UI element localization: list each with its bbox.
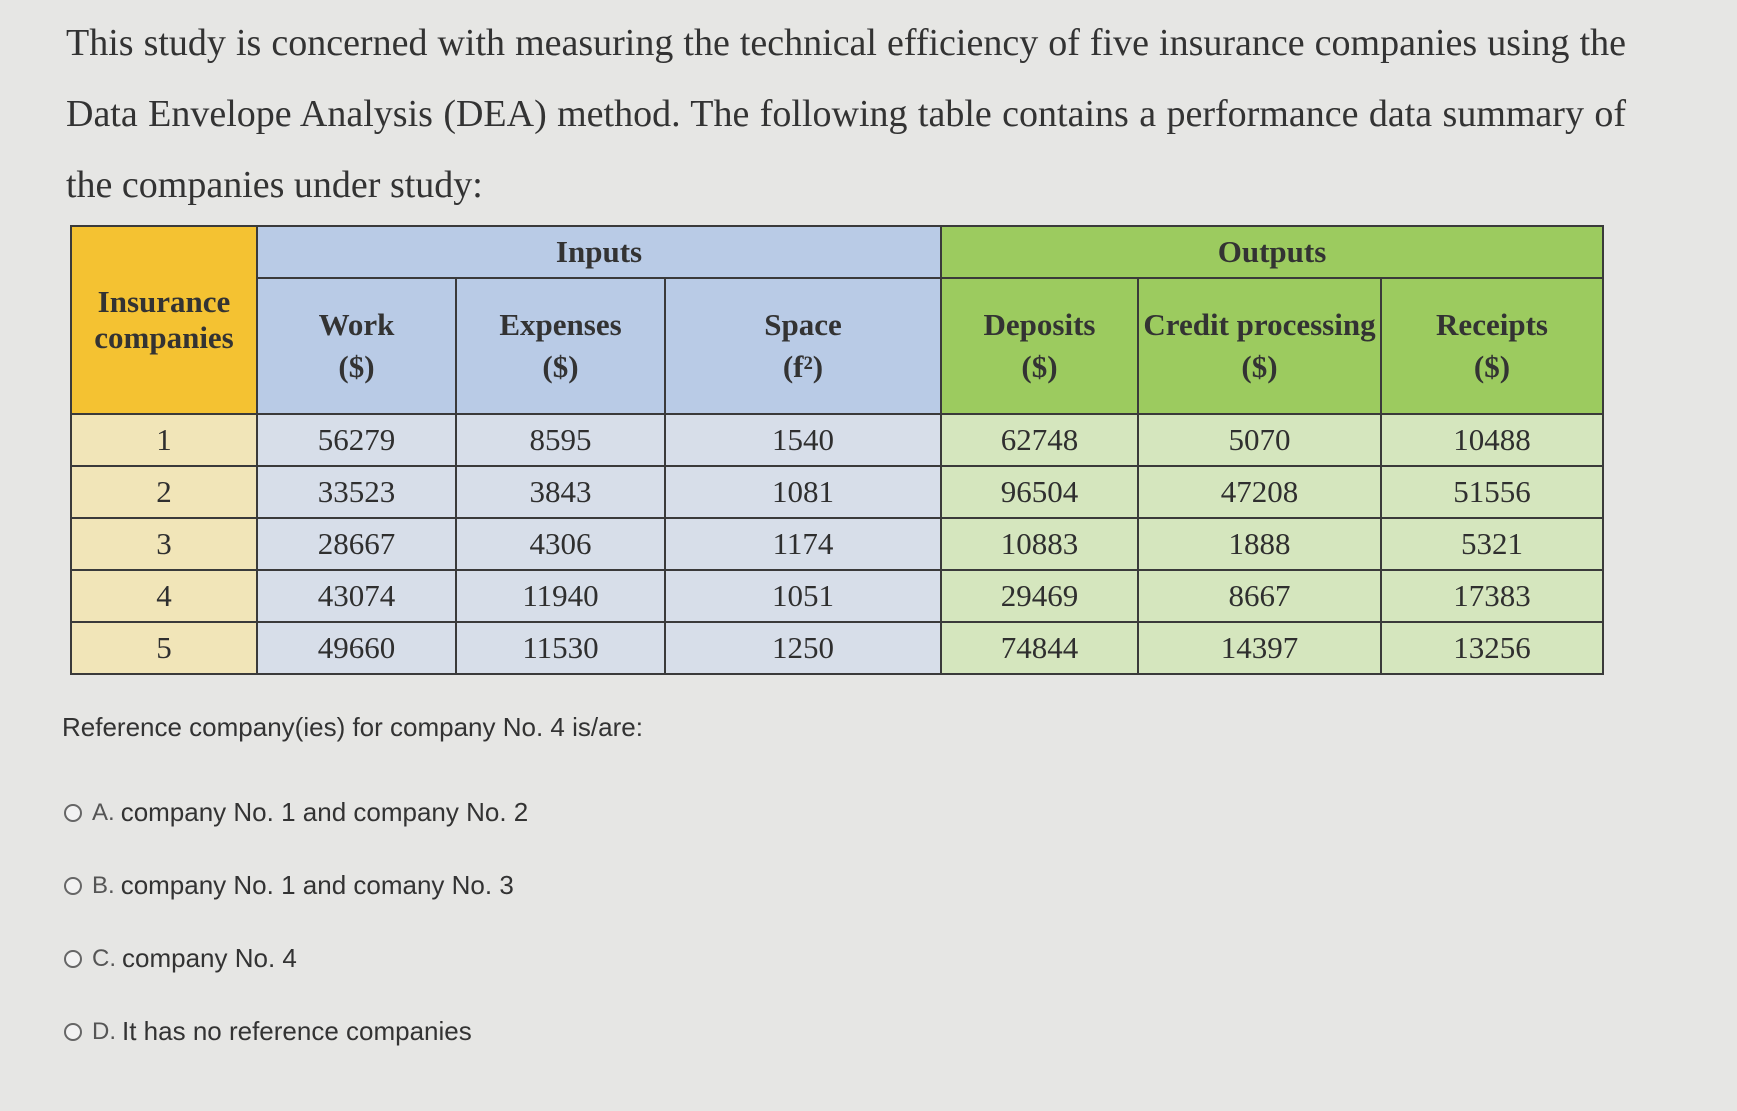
table-row xyxy=(71,414,1603,466)
cell-space: 1081 xyxy=(665,466,941,518)
cell-receipts: 17383 xyxy=(1381,570,1603,622)
cell-work: 28667 xyxy=(257,518,456,570)
cell-credit: 14397 xyxy=(1138,622,1381,674)
answer-options xyxy=(64,776,528,1068)
cell-deposits: 10883 xyxy=(941,518,1138,570)
cell-expenses: 11530 xyxy=(456,622,665,674)
cell-work: 33523 xyxy=(257,466,456,518)
cell-credit: 8667 xyxy=(1138,570,1381,622)
header-insurance-companies: Insurance companies xyxy=(71,226,257,414)
table-row xyxy=(71,518,1603,570)
cell-company: 1 xyxy=(71,414,257,466)
header-outputs: Outputs xyxy=(941,226,1603,278)
cell-space: 1174 xyxy=(665,518,941,570)
radio-icon[interactable] xyxy=(64,1023,82,1041)
table-row xyxy=(71,466,1603,518)
header-receipts: Receipts ($) xyxy=(1381,278,1603,414)
cell-expenses: 8595 xyxy=(456,414,665,466)
cell-space: 1540 xyxy=(665,414,941,466)
cell-deposits: 74844 xyxy=(941,622,1138,674)
question-intro-text: This study is concerned with measuring the technical efficiency of five insurance companies using the Data Envelope Analysis (DEA) method. The following table contains a performance data summary of the companies under study: xyxy=(66,22,1626,206)
cell-deposits: 96504 xyxy=(941,466,1138,518)
option-b[interactable] xyxy=(64,849,528,922)
cell-work: 56279 xyxy=(257,414,456,466)
cell-company: 5 xyxy=(71,622,257,674)
cell-credit: 5070 xyxy=(1138,414,1381,466)
performance-table-container xyxy=(70,225,1604,675)
cell-space: 1051 xyxy=(665,570,941,622)
cell-space: 1250 xyxy=(665,622,941,674)
table-row xyxy=(71,622,1603,674)
table-row xyxy=(71,570,1603,622)
cell-receipts: 13256 xyxy=(1381,622,1603,674)
option-text: company No. 4 xyxy=(122,943,297,973)
cell-receipts: 10488 xyxy=(1381,414,1603,466)
cell-credit: 1888 xyxy=(1138,518,1381,570)
cell-receipts: 51556 xyxy=(1381,466,1603,518)
cell-credit: 47208 xyxy=(1138,466,1381,518)
header-inputs: Inputs xyxy=(257,226,941,278)
header-work: Work ($) xyxy=(257,278,456,414)
cell-deposits: 29469 xyxy=(941,570,1138,622)
question-prompt: Reference company(ies) for company No. 4 is/are: xyxy=(62,712,643,742)
header-credit-processing: Credit processing ($) xyxy=(1138,278,1381,414)
cell-expenses: 4306 xyxy=(456,518,665,570)
cell-company: 2 xyxy=(71,466,257,518)
cell-deposits: 62748 xyxy=(941,414,1138,466)
cell-receipts: 5321 xyxy=(1381,518,1603,570)
performance-data-table xyxy=(70,225,1604,675)
option-letter: D. xyxy=(92,1017,116,1045)
cell-expenses: 3843 xyxy=(456,466,665,518)
option-text: It has no reference companies xyxy=(122,1016,472,1046)
radio-icon[interactable] xyxy=(64,877,82,895)
option-c[interactable] xyxy=(64,922,528,995)
cell-expenses: 11940 xyxy=(456,570,665,622)
header-expenses: Expenses ($) xyxy=(456,278,665,414)
option-letter: A. xyxy=(92,798,115,826)
cell-work: 49660 xyxy=(257,622,456,674)
radio-icon[interactable] xyxy=(64,950,82,968)
option-text: company No. 1 and comany No. 3 xyxy=(120,870,514,900)
option-d[interactable] xyxy=(64,995,528,1068)
cell-company: 4 xyxy=(71,570,257,622)
cell-company: 3 xyxy=(71,518,257,570)
option-letter: B. xyxy=(92,871,115,899)
header-space: Space (f²) xyxy=(665,278,941,414)
cell-work: 43074 xyxy=(257,570,456,622)
radio-icon[interactable] xyxy=(64,804,82,822)
option-a[interactable] xyxy=(64,776,528,849)
header-deposits: Deposits ($) xyxy=(941,278,1138,414)
option-letter: C. xyxy=(92,944,116,972)
option-text: company No. 1 and company No. 2 xyxy=(120,797,529,827)
